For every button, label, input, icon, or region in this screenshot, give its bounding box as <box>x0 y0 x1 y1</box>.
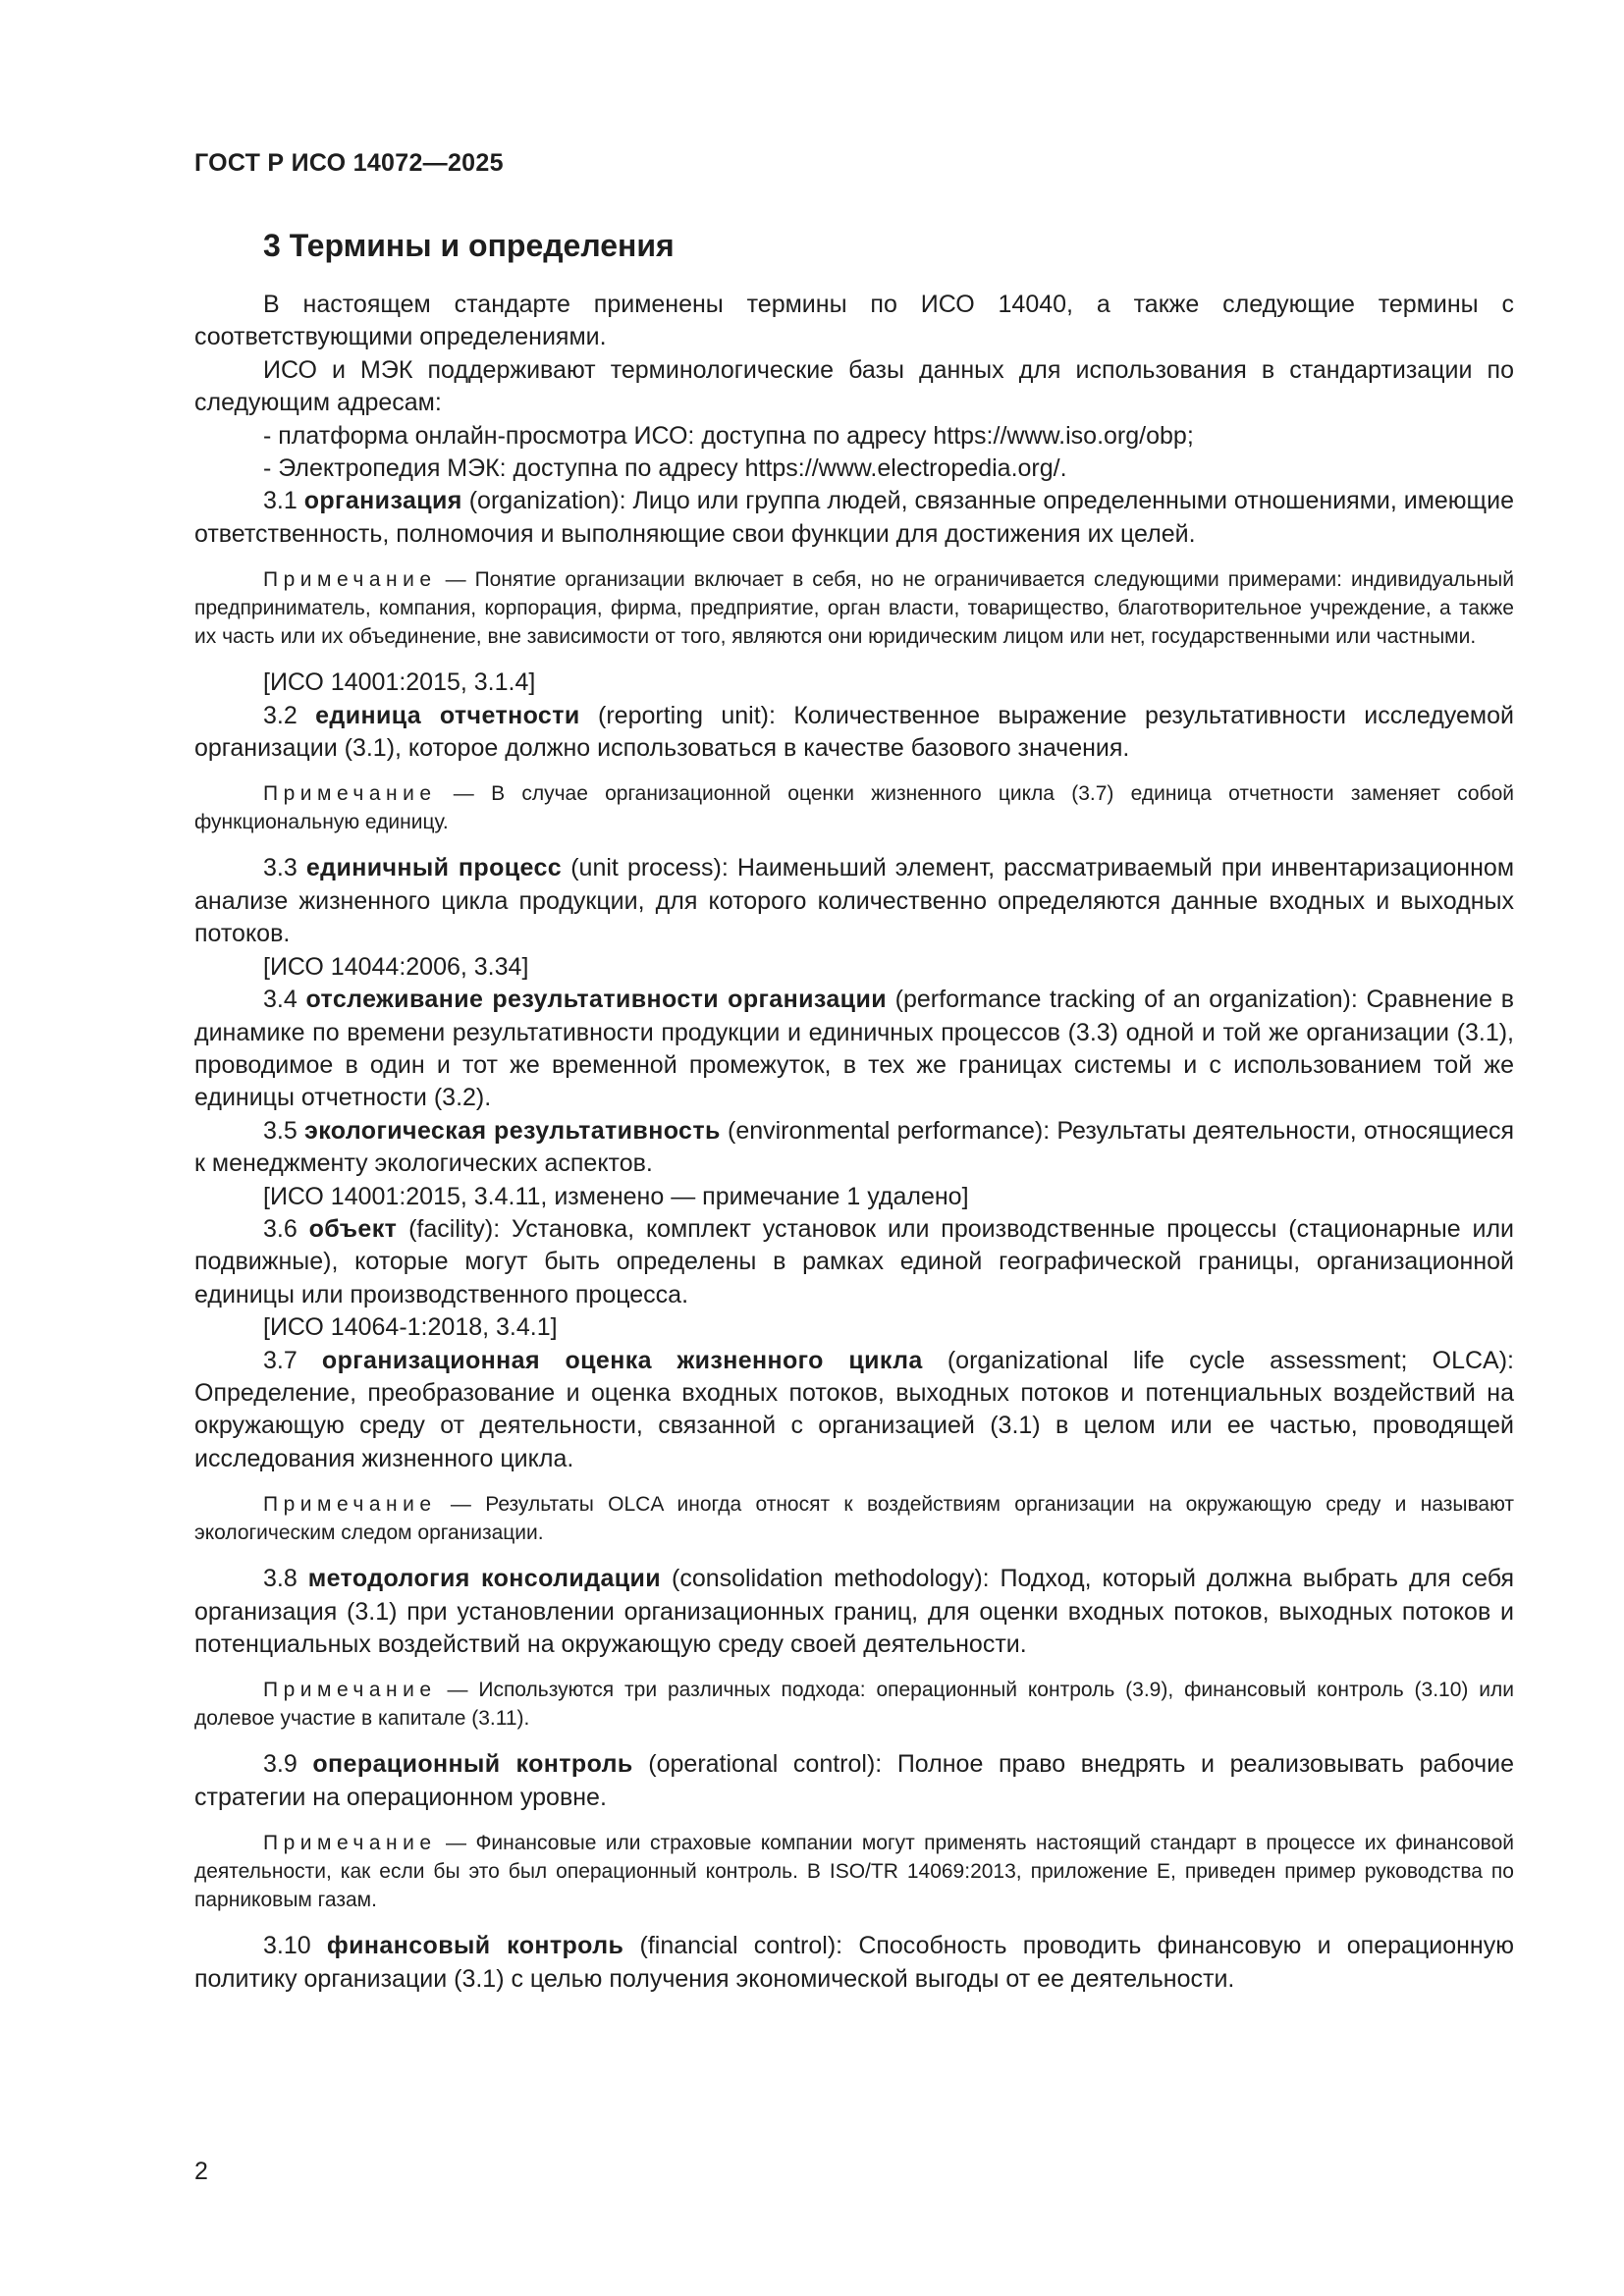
source-reference: [ИСО 14044:2006, 3.34] <box>263 952 529 981</box>
source-reference: [ИСО 14001:2015, 3.4.11, изменено — примечание 1 удалено] <box>263 1182 969 1210</box>
term-definition: Подход, который должна выбрать для себя организация (3.1) при установлении организационных границ, для оценки входных потоков, выходных потоков и потенциальных воздействий на окружающую среду своей деятельности. <box>194 1565 1514 1658</box>
term-definition: Результаты деятельности, относящиеся к менеджменту экологических аспектов. <box>194 1116 1514 1178</box>
term-definition: Наименьший элемент, рассматриваемый при инвентаризационном анализе жизненного цикла продукции, для которого количественно определяются данные входных и выходных потоков. <box>194 854 1515 948</box>
term-name: организация <box>303 487 462 515</box>
note: Примечание — Результаты OLCA иногда относят к воздействиям организации на окружающую среду и называют экологическим следом организации. <box>194 1493 1514 1545</box>
term-definition: Установка, комплект установок или производственные процессы (стационарные или подвижные), которые могут быть определены в рамках единой географической границы, организационной единицы или производственного процесса. <box>194 1214 1514 1308</box>
term-english: (consolidation methodology): <box>661 1565 1001 1593</box>
running-header: ГОСТ Р ИСО 14072—2025 <box>194 149 504 177</box>
term-english: (organizational life cycle assessment; OLCA): <box>922 1346 1514 1374</box>
note: Примечание — Понятие организации включает в себя, но не ограничивается следующими примерами: индивидуальный предприниматель, компания, корпорация, фирма, предприятие, орган власти, товарищество, благотворительное учреждение, а также их часть или их объединение, вне зависимости от того, являются они юридическим лицом или нет, государственными или частными. <box>194 568 1514 649</box>
note-text: Используются три различных подхода: операционный контроль (3.9), финансовый контроль (3.10) или долевое участие в капитале (3.11). <box>194 1679 1514 1731</box>
term-english: (reporting unit): <box>579 701 794 729</box>
note-text: В случае организационной оценки жизненного цикла (3.7) единица отчетности заменяет собой функциональную единицу. <box>194 782 1514 834</box>
definition-3-8 <box>194 1563 1514 1661</box>
term-number: 3.10 <box>263 1932 311 1960</box>
note-label: Примечание <box>263 1679 437 1702</box>
page-number: 2 <box>194 2158 208 2185</box>
definition-3-4 <box>194 984 1514 1115</box>
term-english: (organization): <box>461 487 633 515</box>
term-name: единичный процесс <box>305 854 563 882</box>
intro-list-item: - Электропедия МЭК: доступна по адресу https://www.electropedia.org/. <box>263 454 1067 483</box>
source-reference: [ИСО 14001:2015, 3.1.4] <box>263 668 536 697</box>
definition-3-3 <box>194 852 1514 950</box>
term-name: экологическая результативность <box>304 1116 721 1145</box>
note-label: Примечание <box>263 782 437 806</box>
definition-3-5 <box>194 1115 1514 1181</box>
term-number: 3.2 <box>263 701 298 729</box>
term-definition: Полное право внедрять и реализовывать рабочие стратегии на операционном уровне. <box>194 1750 1514 1811</box>
note-text: Результаты OLCA иногда относят к воздействиям организации на окружающую среду и называют экологическим следом организации. <box>194 1493 1514 1545</box>
term-definition: Сравнение в динамике по времени результативности продукции и единичных процессов (3.3) одной и той же организации (3.1), проводимое в один и тот же временной промежуток, в тех же границах системы и с использованием той же единицы отчетности (3.2). <box>194 986 1514 1112</box>
term-number: 3.4 <box>263 986 298 1014</box>
section-title: 3 Термины и определения <box>263 228 675 263</box>
term-number: 3.7 <box>263 1346 298 1374</box>
intro-paragraph: В настоящем стандарте применены термины по ИСО 14040, а также следующие термины с соответствующими определениями. <box>194 291 1514 351</box>
term-name: организационная оценка жизненного цикла <box>321 1346 923 1374</box>
definition-3-1 <box>194 485 1514 551</box>
term-number: 3.8 <box>263 1565 298 1593</box>
term-name: отслеживание результативности организации <box>305 986 887 1014</box>
term-number: 3.6 <box>263 1214 298 1243</box>
term-definition: Количественное выражение результативности исследуемой организации (3.1), которое должно использоваться в качестве базового значения. <box>194 701 1514 763</box>
source-reference: [ИСО 14064-1:2018, 3.4.1] <box>263 1313 558 1342</box>
note: Примечание — В случае организационной оценки жизненного цикла (3.7) единица отчетности заменяет собой функциональную единицу. <box>194 782 1514 834</box>
term-number: 3.9 <box>263 1750 298 1779</box>
note: Примечание — Используются три различных подхода: операционный контроль (3.9), финансовый контроль (3.10) или долевое участие в капитале (3.11). <box>194 1679 1514 1731</box>
term-name: операционный контроль <box>312 1750 633 1779</box>
term-number: 3.1 <box>263 487 298 515</box>
term-name: методология консолидации <box>307 1565 662 1593</box>
term-name: единица отчетности <box>315 701 580 729</box>
term-name: объект <box>308 1214 398 1243</box>
definition-3-2 <box>194 700 1514 766</box>
term-english: (facility): <box>397 1214 512 1243</box>
definition-3-6 <box>194 1213 1514 1311</box>
note-text: Финансовые или страховые компании могут применять настоящий стандарт в процессе их финансовой деятельности, как если бы это был операционный контроль. В ISO/TR 14069:2013, приложение E, приведен пример руководства по парниковым газам. <box>194 1832 1514 1912</box>
note-label: Примечание <box>263 1493 437 1517</box>
term-english: (financial control): <box>623 1932 859 1960</box>
definition-3-9 <box>194 1748 1514 1814</box>
intro-paragraph: ИСО и МЭК поддерживают терминологические базы данных для использования в стандартизации по следующим адресам: <box>194 355 1514 417</box>
term-number: 3.3 <box>263 854 298 882</box>
term-definition: Способность проводить финансовую и операционную политику организации (3.1) с целью получения экономической выгоды от ее деятельности. <box>194 1932 1514 1993</box>
term-english: (environmental performance): <box>720 1116 1057 1145</box>
intro-list-item: - платформа онлайн-просмотра ИСО: доступна по адресу https://www.iso.org/obp; <box>263 421 1194 450</box>
definition-3-7 <box>194 1345 1514 1476</box>
note-label: Примечание <box>263 1832 437 1855</box>
definition-3-10 <box>194 1930 1514 1996</box>
note-text: Понятие организации включает в себя, но не ограничивается следующими примерами: индивидуальный предприниматель, компания, корпорация, фирма, предприятие, орган власти, товарищество, благотворительное учреждение, а также их часть или их объединение, вне зависимости от того, являются они юридическим лицом или нет, государственными или частными. <box>194 568 1514 649</box>
term-definition: Определение, преобразование и оценка входных потоков, выходных потоков и потенциальных воздействий на окружающую среду от деятельности, связанной с организацией (3.1) в целом или ее частью, проводящей исследования жизненного цикла. <box>194 1378 1514 1472</box>
term-english: (unit process): <box>562 854 737 882</box>
section-body <box>194 289 1514 1996</box>
term-english: (performance tracking of an organization): <box>886 986 1367 1014</box>
note-label: Примечание <box>263 568 437 592</box>
term-definition: Лицо или группа людей, связанные определенными отношениями, имеющие ответственность, полномочия и выполняющие свои функции для достижения их целей. <box>194 487 1514 548</box>
term-name: финансовый контроль <box>326 1932 624 1960</box>
note: Примечание — Финансовые или страховые компании могут применять настоящий стандарт в процессе их финансовой деятельности, как если бы это был операционный контроль. В ISO/TR 14069:2013, приложение E, приведен пример руководства по парниковым газам. <box>194 1832 1514 1912</box>
term-number: 3.5 <box>263 1116 298 1145</box>
term-english: (operational control): <box>632 1750 897 1779</box>
